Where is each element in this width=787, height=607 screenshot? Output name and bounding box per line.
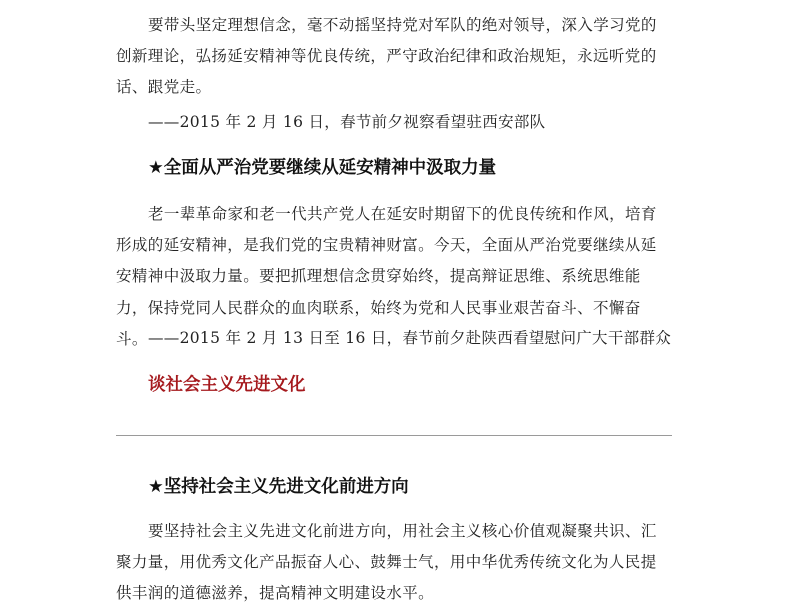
- quote-source-shaanxi-visit: ——2015 年 2 月 13 日至 16 日，春节前夕赴陕西看望慰问广大干部群众: [148, 329, 672, 347]
- section-title-advanced-culture: 谈社会主义先进文化: [148, 375, 306, 395]
- paragraph-yanan-spirit: 老一辈革命家和老一代共产党人在延安时期留下的优良传统和作风，培育形成的延安精神，是我们党的宝贵精神财富。今天，全面从严治党要继续从延安精神中汲取力量。要把抓理想信念贯穿始终，提高辩证思维、系统思维能力，保持党同人民群众的血肉联系，始终为党和人民事业艰苦奋斗、不懈奋斗。: [116, 205, 657, 348]
- quote-source-xian-troops: ——2015 年 2 月 16 日，春节前夕视察看望驻西安部队: [148, 113, 546, 131]
- section-divider: [116, 435, 672, 436]
- heading-yanan-spirit: ★全面从严治党要继续从延安精神中汲取力量: [148, 158, 497, 178]
- paragraph-advanced-culture: 要坚持社会主义先进文化前进方向，用社会主义核心价值观凝聚共识、汇聚力量，用优秀文化产品振奋人心、鼓舞士气，用中华优秀传统文化为人民提供丰润的道德滋养，提高精神文明建设水平。: [116, 522, 657, 603]
- heading-advanced-culture-direction: ★坚持社会主义先进文化前进方向: [148, 477, 409, 497]
- paragraph-military-ideals: 要带头坚定理想信念，毫不动摇坚持党对军队的绝对领导，深入学习党的创新理论，弘扬延安精神等优良传统，严守政治纪律和政治规矩，永远听党的话、跟党走。: [116, 16, 657, 97]
- article-column: [116, 0, 672, 607]
